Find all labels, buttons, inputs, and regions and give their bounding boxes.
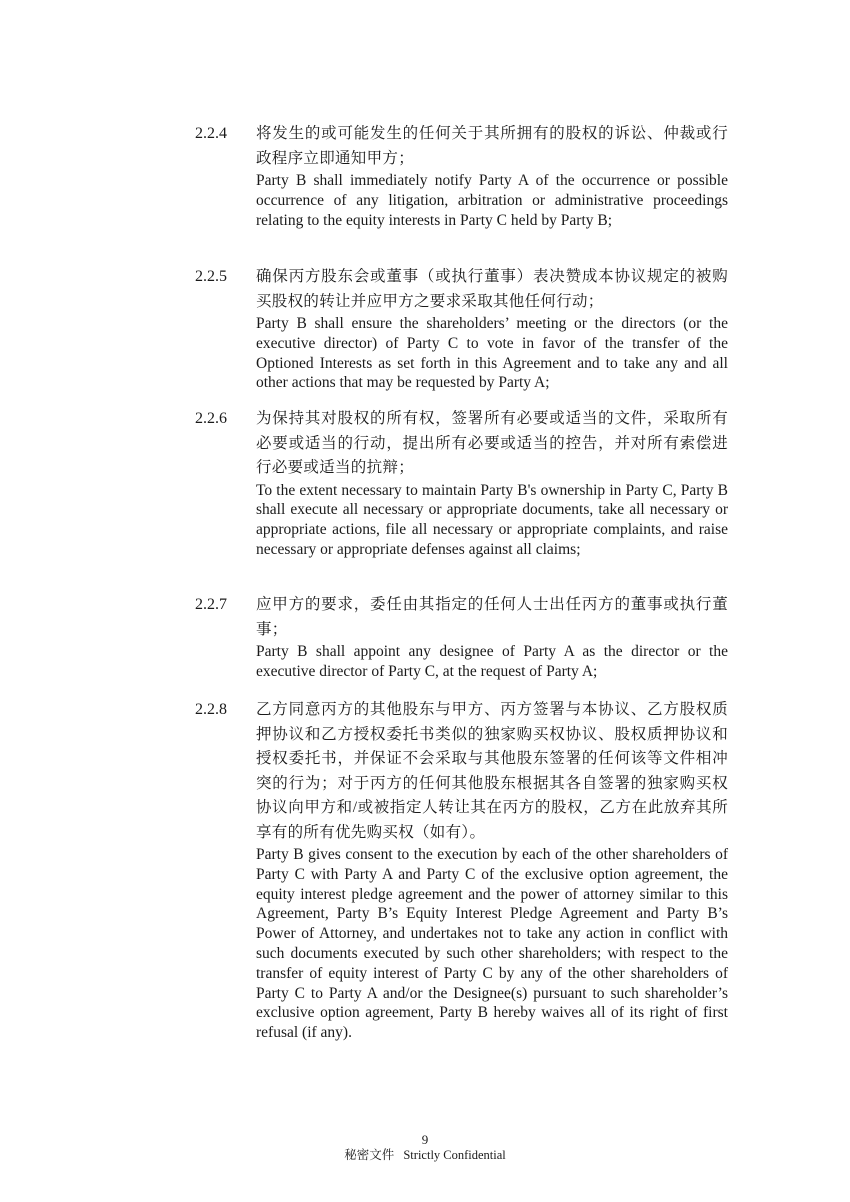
clause-text-english: Party B shall ensure the shareholders’ meeting or the directors (or the executive director) of Party C to vote in favor of the transfer of the Optioned Interests as set forth in this Agreement and to take any and all other actions that may be requested by Party A; <box>256 315 728 392</box>
clause-text-english: Party B gives consent to the execution by each of the other shareholders of Party C with Party A and Party C of the exclusive option agreement, the equity interest pledge agreement and the power of attorney similar to this Agreement, Party B’s Equity Interest Pledge Agreement and Party B’s Power of Attorney, and undertakes not to take any action in conflict with such documents executed by such other shareholders; with respect to the transfer of equity interest of Party C by any of the other shareholders of Party C to Party A and/or the Designee(s) pursuant to such shareholder’s exclusive option agreement, Party B hereby waives all of its right of first refusal (if any). <box>256 846 728 1042</box>
clause-number: 2.2.6 <box>195 410 227 427</box>
clause-number: 2.2.7 <box>195 596 227 613</box>
confidential-label-chinese: 秘密文件 <box>344 1148 395 1162</box>
clause-body <box>256 122 728 230</box>
clause-text-chinese: 确保丙方股东会或董事（或执行董事）表决赞成本协议规定的被购买股权的转让并应甲方之要求采取其他任何行动； <box>256 268 728 310</box>
confidentiality-footer <box>0 1147 850 1163</box>
clause-body <box>256 407 728 560</box>
page-number: 9 <box>421 1132 429 1147</box>
clause-body <box>256 698 728 1043</box>
clause-number: 2.2.5 <box>195 268 227 285</box>
clause-number: 2.2.4 <box>195 125 227 142</box>
clause-body <box>256 593 728 682</box>
clause-text-chinese: 为保持其对股权的所有权，签署所有必要或适当的文件，采取所有必要或适当的行动，提出所有必要或适当的控告，并对所有索偿进行必要或适当的抗辩； <box>256 410 728 476</box>
clause-text-english: Party B shall immediately notify Party A of the occurrence or possible occurrence of any litigation, arbitration or administrative proceedings relating to the equity interests in Party C held by Party B; <box>256 172 728 229</box>
clause-text-chinese: 应甲方的要求，委任由其指定的任何人士出任丙方的董事或执行董事； <box>256 596 728 638</box>
confidential-label-english: Strictly Confidential <box>403 1148 506 1162</box>
clause-text-english: To the extent necessary to maintain Party B's ownership in Party C, Party B shall execute all necessary or appropriate documents, take all necessary or appropriate actions, file all necessary or appropriate complaints, and raise necessary or appropriate defenses against all claims; <box>256 481 728 558</box>
clause-body <box>256 265 728 393</box>
clause-number: 2.2.8 <box>195 701 227 718</box>
clause-text-chinese: 乙方同意丙方的其他股东与甲方、丙方签署与本协议、乙方股权质押协议和乙方授权委托书类似的独家购买权协议、股权质押协议和授权委托书，并保证不会采取与其他股东签署的任何该等文件相冲突的行为；对于丙方的任何其他股东根据其各自签署的独家购买权协议向甲方和/或被指定人转让其在丙方的股权，乙方在此放弃其所享有的所有优先购买权（如有）。 <box>256 701 728 841</box>
clause-text-english: Party B shall appoint any designee of Party A as the director or the executive director of Party C, at the request of Party A; <box>256 643 728 680</box>
clause-text-chinese: 将发生的或可能发生的任何关于其所拥有的股权的诉讼、仲裁或行政程序立即通知甲方； <box>256 125 728 167</box>
